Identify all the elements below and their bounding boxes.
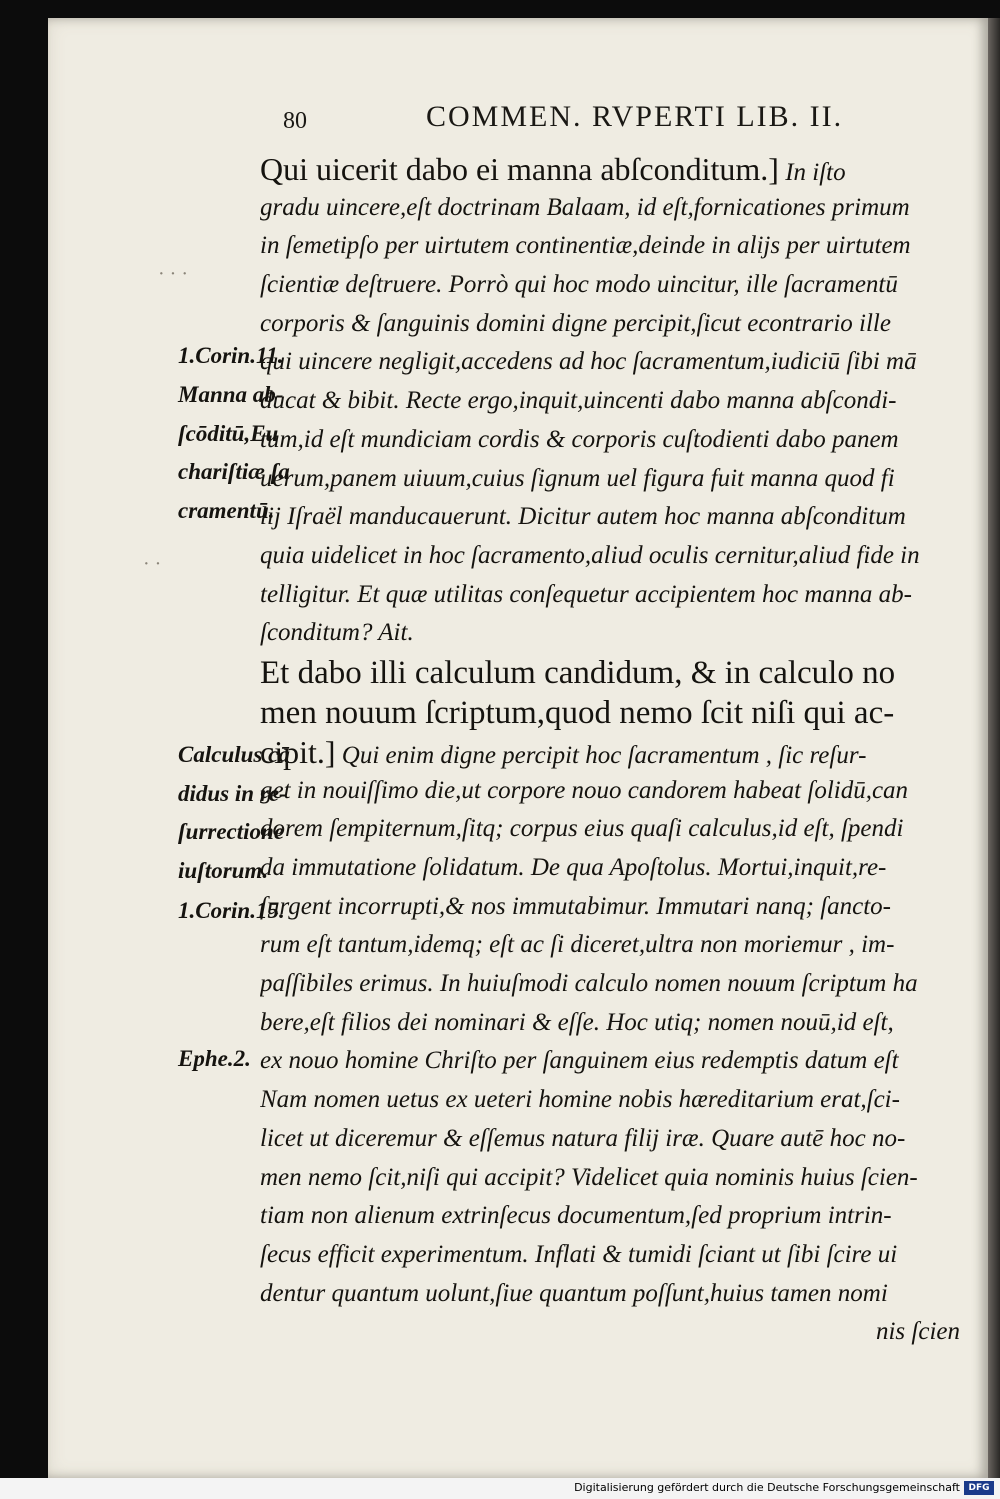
line-text: da immutatione ſolidatum. De qua Apoſtolus. Mortui,inquit,re-	[260, 854, 887, 881]
text-line	[260, 189, 960, 228]
running-head: COMMEN. RVPERTI LIB. II.	[426, 100, 844, 133]
margin-line: Calculus cā	[178, 742, 290, 767]
text-line	[260, 305, 960, 344]
line-text: lij Iſraël manducauerunt. Dicitur autem hoc manna abſconditum	[260, 503, 906, 531]
margin-line: ſurrectione	[178, 819, 285, 845]
text-line	[260, 421, 960, 460]
text-line	[260, 382, 960, 421]
margin-note-manna	[178, 376, 313, 531]
line-text: gradu uincere,eſt doctrinam Balaam, id eſt,fornicationes primum	[260, 193, 910, 221]
margin-line: didus in re-	[178, 780, 287, 806]
line-text: men nemo ſcit,niſi qui accipit? Videlicet quia nominis huius ſcien-	[260, 1163, 918, 1191]
text-line	[260, 1236, 960, 1275]
line-text: telligitur. Et quæ utilitas conſequetur accipientem hoc manna ab-	[260, 580, 912, 608]
margin-note-corinthians-11: 1.Corin.11.	[178, 343, 284, 368]
line-text: ſconditum? Ait.	[260, 619, 414, 647]
margin-line: Manna ab-	[178, 382, 284, 407]
line-text: tiam non alienum extrinſecus documentum,ſed proprium intrin-	[260, 1202, 892, 1230]
text-line	[260, 150, 960, 189]
text-line	[260, 343, 960, 382]
text-line	[260, 1275, 960, 1314]
book-page	[48, 18, 988, 1478]
text-line	[260, 926, 960, 965]
margin-note-ephesians: Ephe.2.	[178, 1046, 251, 1071]
line-text: dorem ſempiternum,ſitq; corpus eius quaſi calculus,id eſt, ſpendi	[260, 815, 904, 843]
page-header	[48, 100, 988, 140]
text-line	[260, 888, 960, 927]
paragraph-2	[260, 733, 960, 1313]
footer-text: Digitalisierung gefördert durch die Deutsche Forschungsgemeinschaft	[574, 1481, 960, 1494]
line-text: ſecus efficit experimentum. Inflati & tumidi ſciant ut ſibi ſcire ui	[260, 1240, 898, 1268]
marginal-specks: · · ·	[158, 263, 188, 285]
text-line	[260, 1120, 960, 1159]
line-text: Nam nomen uetus ex ueteri homine nobis hæreditarium erat,ſci-	[260, 1086, 900, 1114]
text-line	[260, 1081, 960, 1120]
text-line	[260, 1159, 960, 1198]
page-number: 80	[283, 108, 307, 134]
line-text: qui uincere negligit,accedens ad hoc ſacramentum,iudiciū ſibi mā	[260, 348, 917, 376]
text-line	[260, 498, 960, 537]
lemma: cipit.]	[260, 733, 336, 770]
marginal-specks: · ·	[143, 553, 162, 575]
line-text: ex nouo homine Chriſto per ſanguinem eius redemptis datum eſt	[260, 1047, 899, 1075]
margin-line: cramentū.	[178, 498, 275, 524]
text-line	[260, 576, 960, 615]
text-line	[260, 460, 960, 499]
text-line: Et dabo illi calculum candidum, & in calculo no	[260, 654, 896, 691]
line-text: bere,eſt filios dei nominari & eſſe. Hoc utiq; nomen nouū,id eſt,	[260, 1008, 894, 1036]
margin-line: iuſtorum.	[178, 858, 269, 884]
margin-line: chariſtiæ ſa	[178, 459, 290, 485]
text-line	[260, 266, 960, 305]
line-text: in ſemetipſo per uirtutem continentiæ,deinde in alijs per uirtutem	[260, 232, 911, 260]
text-line	[260, 1197, 960, 1236]
margin-line: ſcōditū,Eu	[178, 420, 279, 446]
line-text: ſurgent incorrupti,& nos immutabimur. Immutari nanq; ſancto-	[260, 892, 892, 920]
line-text: paſſibiles erimus. In huiuſmodi calculo nomen nouum ſcriptum ha	[260, 970, 918, 998]
line-text: corporis & ſanguinis domini digne percipit,ſicut econtrario ille	[260, 309, 891, 337]
catchword: nis ſcien	[875, 1318, 960, 1346]
lemma: Qui uicerit dabo ei manna abſconditum.]	[260, 151, 779, 187]
line-text: get in nouiſſimo die,ut corpore nouo candorem habeat ſolidū,can	[260, 776, 909, 804]
text-line	[260, 733, 960, 772]
line-text: ducat & bibit. Recte ergo,inquit,uincenti dabo manna abſcondi-	[260, 387, 897, 415]
text-line	[260, 849, 960, 888]
margin-note-calculus	[178, 736, 313, 891]
margin-note-corinthians-15: 1.Corin.15.	[178, 898, 285, 923]
line-text: ſcientiæ deſtruere. Porrò qui hoc modo uincitur, ille ſacramentū	[260, 271, 898, 299]
line-text: dentur quantum uolunt,ſiue quantum poſſunt,huius tamen nomi	[260, 1279, 888, 1307]
text-line	[260, 1042, 960, 1081]
text-line: men nouum ſcriptum,quod nemo ſcit niſi qui ac-	[260, 694, 895, 731]
line-text: licet ut diceremur & eſſemus natura filij iræ. Quare autē hoc no-	[260, 1124, 906, 1152]
dfg-logo-icon: DFG	[964, 1481, 994, 1495]
line-text: In iſto	[778, 159, 846, 186]
line-text: quia uidelicet in hoc ſacramento,aliud oculis cernitur,aliud fide in	[260, 541, 920, 569]
text-line	[260, 965, 960, 1004]
text-line	[260, 810, 960, 849]
main-text	[260, 150, 960, 1352]
text-line	[260, 1004, 960, 1043]
line-text: tum,id eſt mundiciam cordis & corporis cuſtodienti dabo panem	[260, 425, 899, 453]
footer-bar	[0, 1478, 1000, 1499]
line-text: Qui enim digne percipit hoc ſacramentum , ſic reſur-	[335, 741, 867, 769]
book-spine-edge	[988, 18, 1000, 1478]
text-line	[260, 772, 960, 811]
text-line	[260, 537, 960, 576]
paragraph-1	[260, 150, 960, 653]
line-text: uerum,panem uiuum,cuius ſignum uel figura fuit manna quod fi	[260, 464, 895, 492]
text-line	[260, 614, 960, 653]
text-line	[260, 227, 960, 266]
line-text: rum eſt tantum,idemq; eſt ac ſi diceret,ultra non moriemur , im-	[260, 931, 895, 959]
